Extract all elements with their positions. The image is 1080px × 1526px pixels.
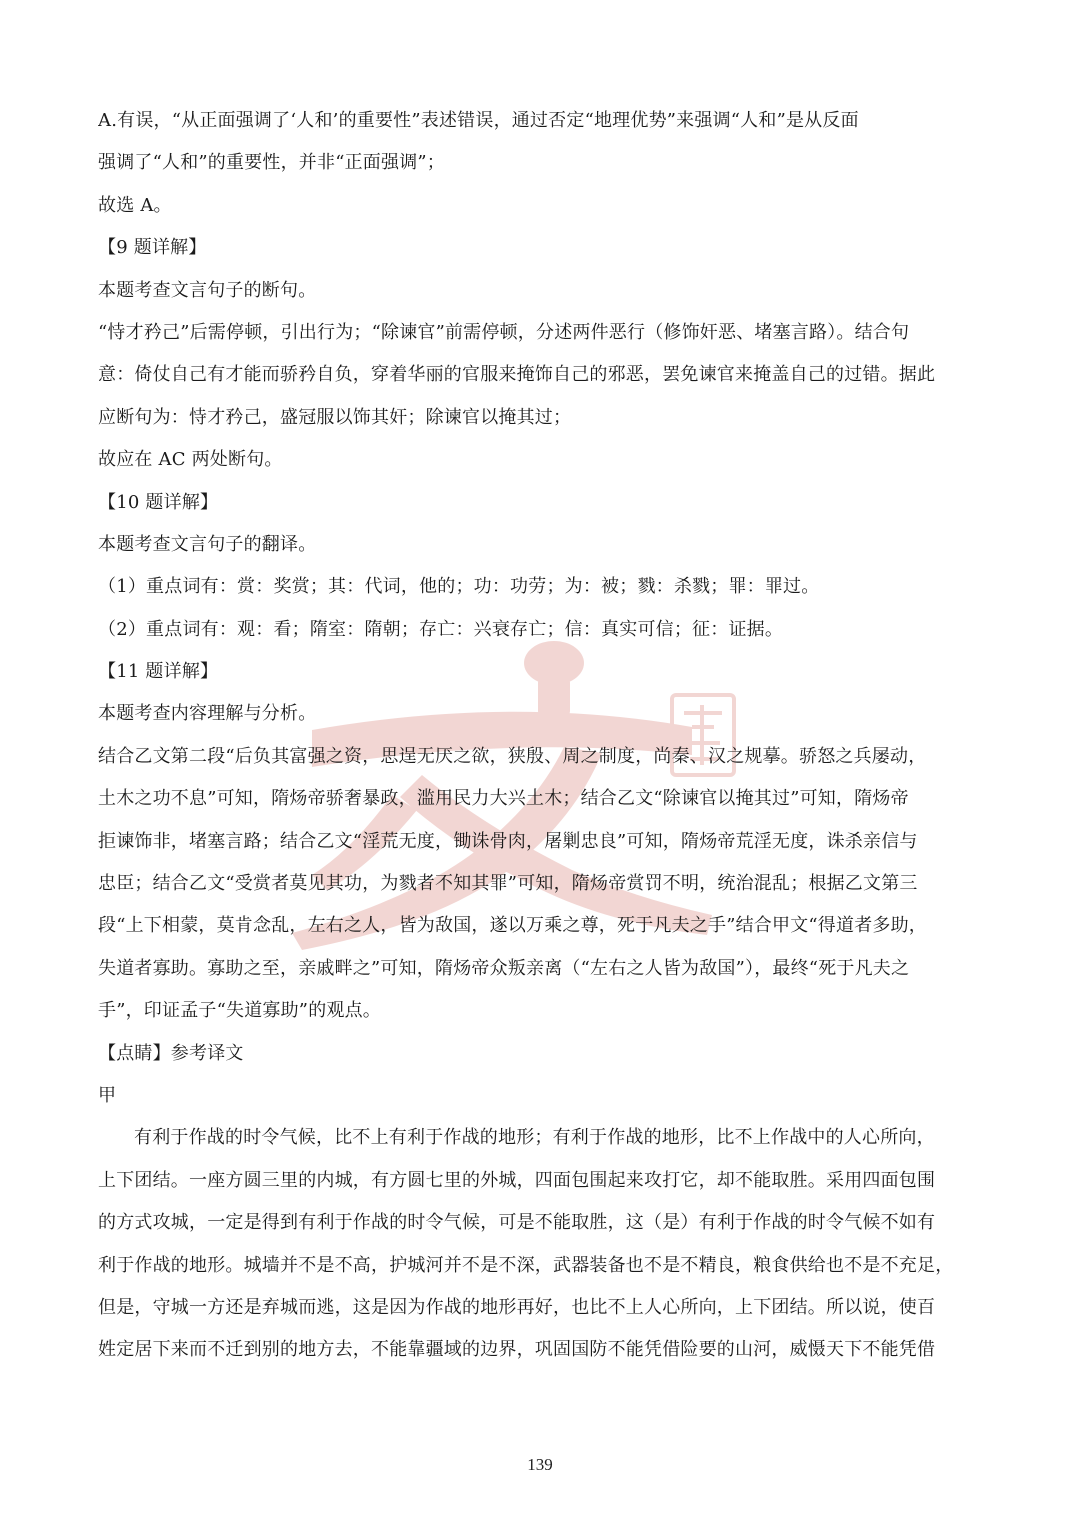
text-line: 故选 A。 xyxy=(98,194,172,216)
section-heading: 【9 题详解】 xyxy=(98,237,207,259)
text-line: 结合乙文第二段“后负其富强之资，思逞无厌之欲，狭殷、周之制度，尚秦、汉之规摹。骄怒之兵屡动， xyxy=(98,745,927,767)
section-heading: 【11 题详解】 xyxy=(98,661,219,683)
section-heading: 【点睛】参考译文 xyxy=(98,1042,244,1064)
text-line: 姓定居下来而不迁到别的地方去，不能靠疆域的边界，巩固国防不能凭借险要的山河，威慑天下不能凭借 xyxy=(98,1339,936,1361)
text-line: 本题考查文言句子的翻译。 xyxy=(98,533,317,555)
text-line: 拒谏饰非，堵塞言路；结合乙文“淫荒无度，锄诛骨肉，屠剿忠良”可知，隋炀帝荒淫无度，诛杀亲信与 xyxy=(98,830,918,852)
text-line: 意：倚仗自己有才能而骄矜自负，穿着华丽的官服来掩饰自己的邪恶，罢免谏官来掩盖自己的过错。据此 xyxy=(98,364,936,386)
text-line: 本题考查文言句子的断句。 xyxy=(98,279,317,301)
text-line: （2）重点词有：观：看；隋室：隋朝；存亡：兴衰存亡；信：真实可信；征：证据。 xyxy=(98,618,784,640)
text-line: 的方式攻城，一定是得到有利于作战的时令气候，可是不能取胜，这（是）有利于作战的时令气候不如有 xyxy=(98,1212,936,1234)
text-line: A.有误，“从正面强调了‘人和’的重要性”表述错误，通过否定“地理优势”来强调“人和”是从反面 xyxy=(98,110,859,131)
text-line: 上下团结。一座方圆三里的内城，有方圆七里的外城，四面包围起来攻打它，却不能取胜。采用四面包围 xyxy=(98,1169,936,1191)
text-line: 故应在 AC 两处断句。 xyxy=(98,449,283,471)
text-line: （1）重点词有：赏：奖赏；其：代词，他的；功：功劳；为：被；戮：杀戮；罪：罪过。 xyxy=(98,576,820,598)
text-line: 甲 xyxy=(98,1084,117,1106)
text-line: 强调了“人和”的重要性，并非“正面强调”； xyxy=(98,152,446,174)
text-line: 手”，印证孟子“失道寡助”的观点。 xyxy=(98,1000,382,1022)
page-number: 139 xyxy=(527,1455,553,1474)
text-line: “恃才矜己”后需停顿，引出行为；“除谏官”前需停顿，分述两件恶行（修饰奸恶、堵塞言路）。结合句 xyxy=(98,321,910,343)
text-line: 土木之功不息”可知，隋炀帝骄奢暴政，滥用民力大兴土木；结合乙文“除谏官以掩其过”可知，隋炀帝 xyxy=(98,788,909,810)
section-heading: 【10 题详解】 xyxy=(98,491,219,513)
text-line: 本题考查内容理解与分析。 xyxy=(98,703,317,725)
text-line: 段“上下相蒙，莫肯念乱，左右之人，皆为敌国，遂以万乘之尊，死于凡夫之手”结合甲文“得道者多助， xyxy=(98,915,928,937)
text-line: 失道者寡助。寡助之至，亲戚畔之”可知，隋炀帝众叛亲离（“左右之人皆为敌国”），最终“死于凡夫之 xyxy=(98,957,910,979)
text-line: 利于作战的地形。城墙并不是不高，护城河并不是不深，武器装备也不是不精良，粮食供给也不是不充足， xyxy=(98,1254,954,1276)
document-body xyxy=(98,100,982,1372)
text-line: 但是，守城一方还是弃城而逃，这是因为作战的地形再好，也比不上人心所向，上下团结。所以说，使百 xyxy=(98,1296,936,1318)
text-line: 有利于作战的时令气候，比不上有利于作战的地形；有利于作战的地形，比不上作战中的人心所向， xyxy=(134,1127,935,1149)
text-line: 忠臣；结合乙文“受赏者莫见其功，为戮者不知其罪”可知，隋炀帝赏罚不明，统治混乱；根据乙文第三 xyxy=(98,873,918,895)
text-line: 应断句为：恃才矜己，盛冠服以饰其奸；除谏官以掩其过； xyxy=(98,406,572,428)
